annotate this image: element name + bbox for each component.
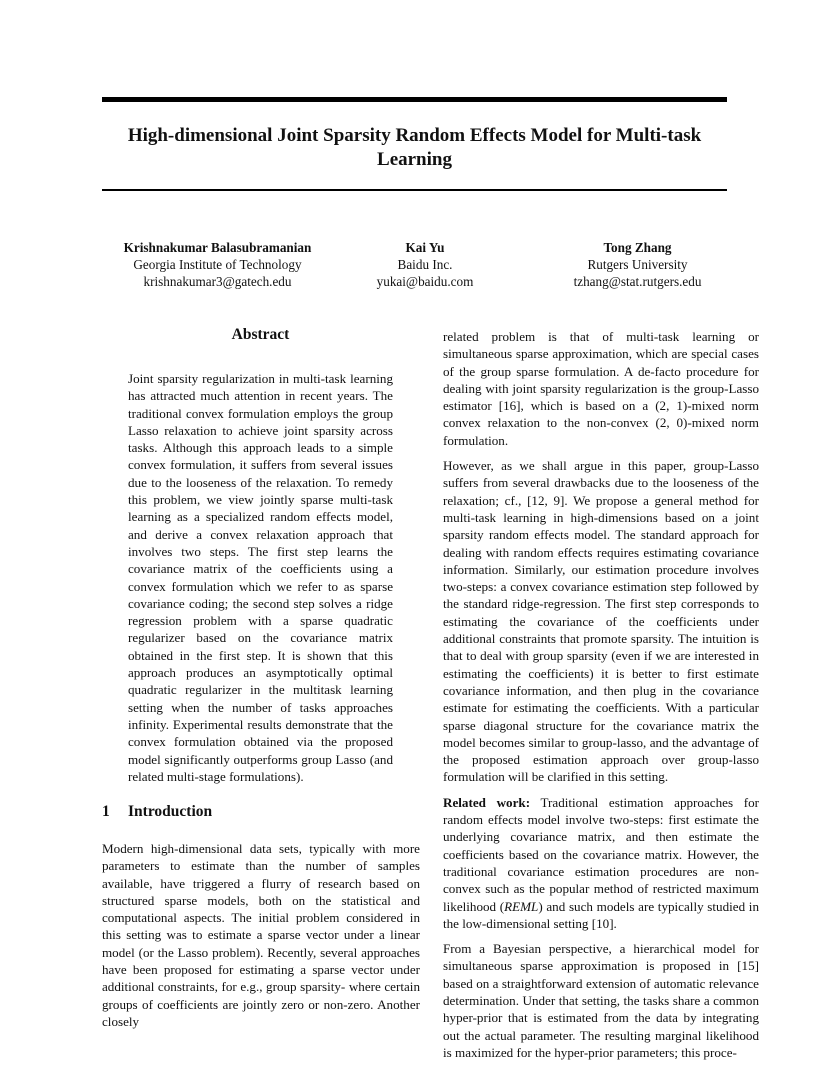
introduction-text: Modern high-dimensional data sets, typically with more parameters to estimate than the number of samples available, have triggered a flurry of research based on structured sparse models, both on the statistical and computational aspects. The initial problem considered in this setting was to estimate a sparse vector under a linear model (or the Lasso problem). Recently, several approaches have been proposed for estimating a sparse vector under additional constraints, for e.g., group sparsity- where certain groups of coefficients are jointly zero or non-zero. Another closely xyxy=(102,841,420,1029)
title-top-rule xyxy=(102,97,727,102)
abstract-heading: Abstract xyxy=(231,326,290,343)
author-affiliation: Rutgers University xyxy=(587,257,688,272)
author-3 xyxy=(545,239,730,290)
section-number: 1 xyxy=(102,803,110,820)
author-email: krishnakumar3@gatech.edu xyxy=(143,274,292,289)
paper-title: High-dimensional Joint Sparsity Random Effects Model for Multi-task Learning xyxy=(127,125,702,170)
right-column xyxy=(443,328,759,1069)
related-work-label: Related work: xyxy=(443,794,531,810)
author-name: Krishnakumar Balasubramanian xyxy=(123,240,312,255)
author-1 xyxy=(100,239,335,290)
section-heading-introduction xyxy=(102,803,422,821)
paragraph: related problem is that of multi-task learning or simultaneous sparse approximation, which are special cases of the group sparse formulation. A de-facto procedure for dealing with joint sparsity regularization is the group-Lasso estimator [16], which is based on a (2, 1)-mixed norm convex relaxation to the non-convex (2, 0)-mixed norm formulation. xyxy=(443,329,759,448)
author-affiliation: Baidu Inc. xyxy=(397,257,453,272)
section-title: Introduction xyxy=(128,803,213,820)
author-2 xyxy=(350,239,500,290)
related-work-paragraph xyxy=(443,794,759,932)
paragraph-text: ) and such models are typically studied in the low-dimensional setting [10]. xyxy=(443,898,759,931)
author-name: Tong Zhang xyxy=(603,240,672,255)
title-bottom-rule xyxy=(102,189,727,191)
paragraph: However, as we shall argue in this paper, group-Lasso suffers from several drawbacks due to the looseness of the relaxation; cf., [12, 9]. We propose a general method for multi-task learning in high-dimensions based on a joint sparsity random effects model. The standard approach for dealing with random effects requires estimating covariance information. Similarly, our estimation procedure involves two-steps: a convex covariance estimation step followed by the standard ridge-regression. The first step corresponds to estimating the covariance of the coefficients under additional constraints that promote sparsity. The intuition is that to deal with group sparsity (even if we are interested in estimating the coefficients) it is better to first estimate covariance information, and then plug in the covariance estimate for estimating the coefficients. With a particular sparse diagonal structure for the covariance matrix the model becomes similar to group-lasso, and the advantage of the proposed estimation approach over group-lasso formulation will be clarified in this setting. xyxy=(443,458,759,785)
author-affiliation: Georgia Institute of Technology xyxy=(133,257,302,272)
author-name: Kai Yu xyxy=(405,240,445,255)
paragraph-text: Traditional estimation approaches for random effects model involve two-steps: first estimate the underlying covariance matrix, and then estimate the coefficients based on the covariance matrix. However, the traditional covariance estimation procedures are non-convex such as the popular method of restricted maximum likelihood ( xyxy=(443,794,759,914)
author-email: yukai@baidu.com xyxy=(376,274,474,289)
abstract-text: Joint sparsity regularization in multi-task learning has attracted much attention in recent years. The traditional convex formulation employs the group Lasso relaxation to achieve joint sparsity across tasks. Although this approach leads to a simple convex formulation, it suffers from several issues due to the looseness of the relaxation. To remedy this problem, we view jointly sparse multi-task learning as a specialized random effects model, and derive a convex relaxation approach that involves two steps. The first step learns the covariance matrix of the coefficients using a convex formulation which we refer to as sparse covariance coding; the second step solves a ridge regression problem with a sparse quadratic regularizer based on the covariance matrix obtained in the first step. It is shown that this approach produces an asymptotically optimal quadratic regularizer in the multitask learning setting when the number of tasks approaches infinity. Experimental results demonstrate that the convex formulation obtained via the proposed model significantly outperforms group Lasso (and related multi-stage formulations). xyxy=(128,371,393,784)
author-email: tzhang@stat.rutgers.edu xyxy=(573,274,702,289)
italic-term: REML xyxy=(504,898,539,914)
paragraph: From a Bayesian perspective, a hierarchical model for simultaneous sparse approximation is proposed in [15] based on a straightforward extension of automatic relevance determination. Under that setting, the tasks share a common hyper-prior that is estimated from the data by integrating out the actual parameter. The resulting marginal likelihood is maximized for the hyper-prior parameters; this proce- xyxy=(443,941,759,1060)
